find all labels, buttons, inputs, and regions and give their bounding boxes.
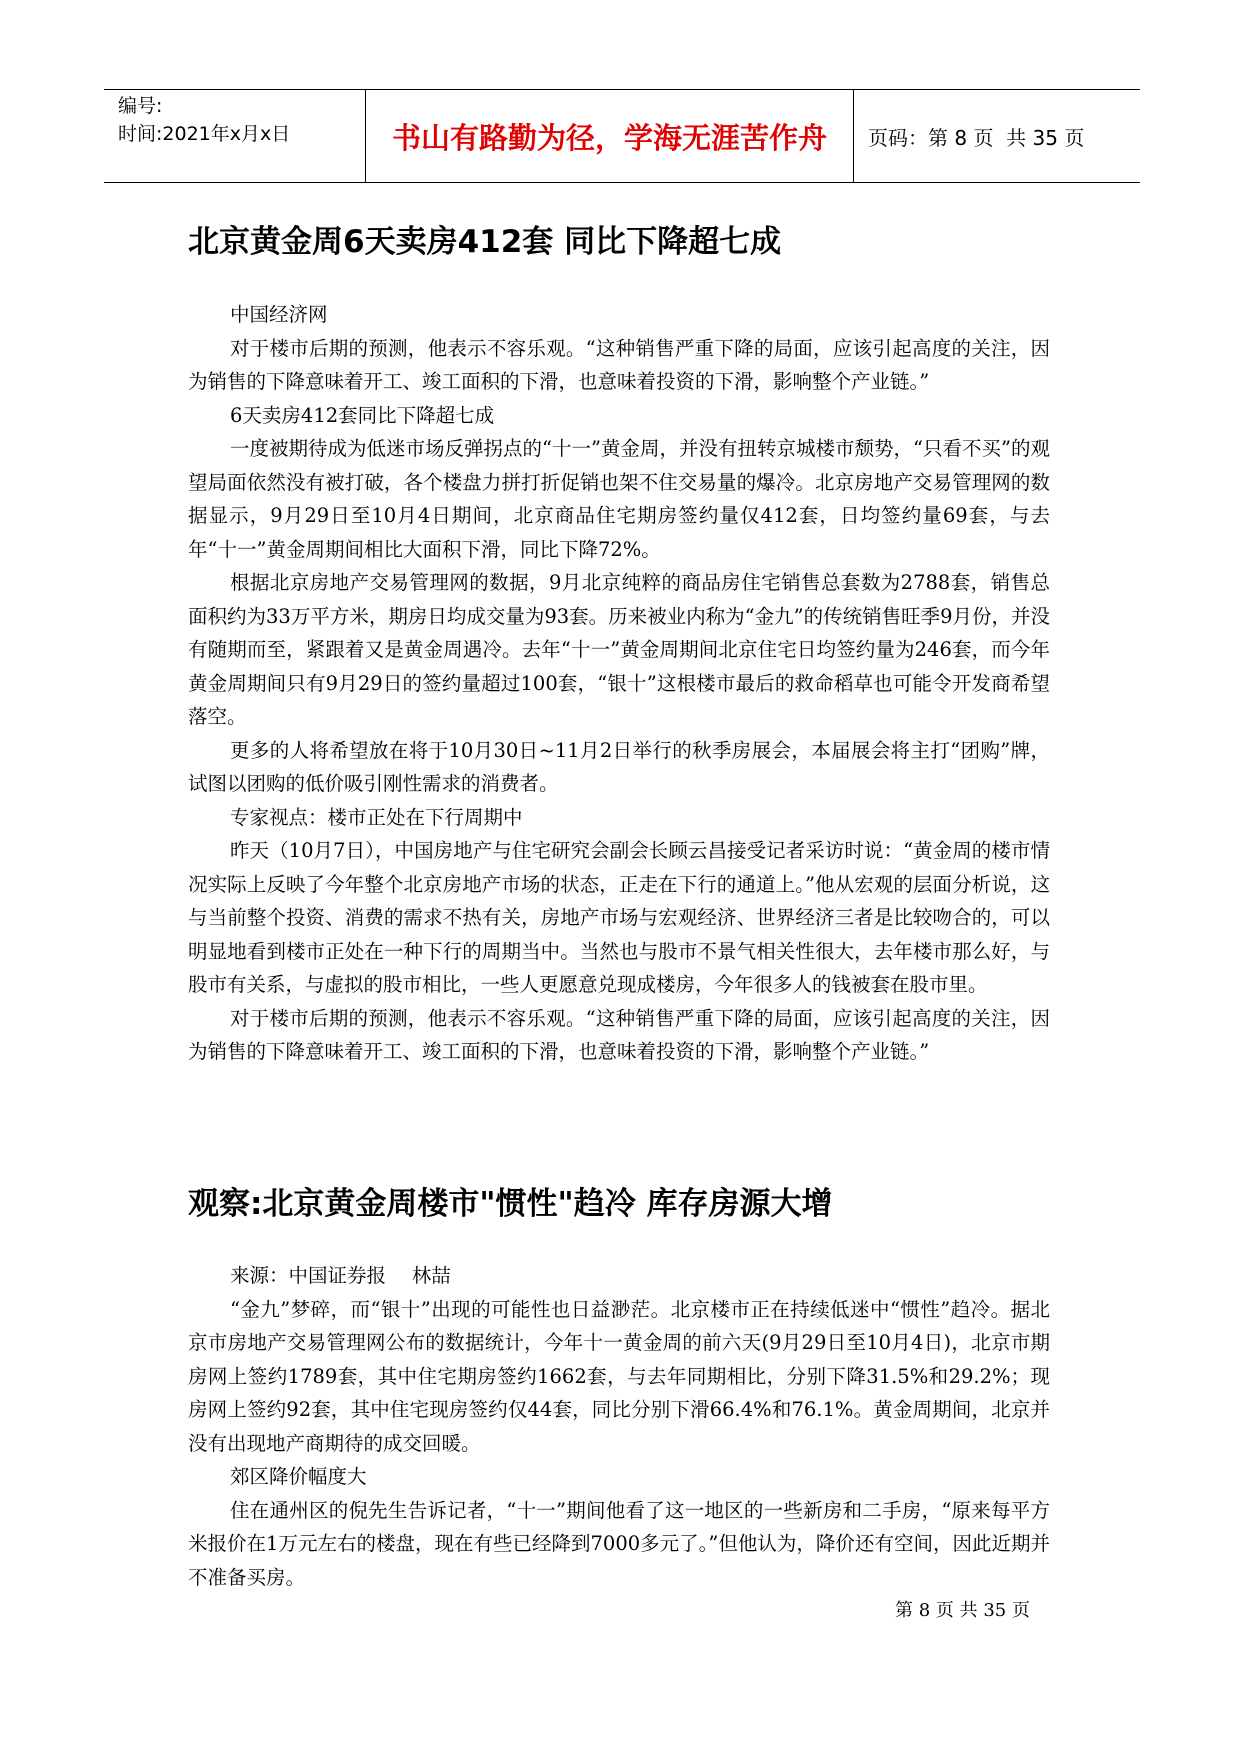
paragraph: 6天卖房412套同比下降超七成: [230, 403, 495, 427]
header-meta: [104, 90, 366, 182]
paragraph: 专家视点：楼市正处在下行周期中: [230, 805, 523, 829]
page-footer: 第 8 页 共 35 页: [895, 1600, 1030, 1621]
paragraph: 一度被期待成为低迷市场反弹拐点的“十一”黄金周，并没有扭转京城楼市颓势，“只看不买”的观望局面依然没有被打破，各个楼盘力拼打折促销也架不住交易量的爆冷。北京房地产交易管理网的数据显示，9月29日至10月4日期间，北京商品住宅期房签约量仅412套，日均签约量69套，与去年“十一”黄金周期间相比大面积下滑，同比下降72%。: [188, 437, 1050, 561]
number-label: 编号:: [118, 95, 163, 117]
paragraph: 对于楼市后期的预测，他表示不容乐观。“这种销售严重下降的局面，应该引起高度的关注，因为销售的下降意味着开工、竣工面积的下滑，也意味着投资的下滑，影响整个产业链。”: [188, 336, 1050, 393]
header-page-info: [854, 90, 1140, 182]
paragraph: 更多的人将希望放在将于10月30日~11月2日举行的秋季房展会，本届展会将主打“团购”牌，试图以团购的低价吸引刚性需求的消费者。: [188, 738, 1050, 795]
paragraph: 住在通州区的倪先生告诉记者，“十一”期间他看了这一地区的一些新房和二手房，“原来每平方米报价在1万元左右的楼盘，现在有些已经降到7000多元了。”但他认为，降价还有空间，因此近期并不准备买房。: [188, 1498, 1050, 1589]
article2-title: 观察:北京黄金周楼市"惯性"趋冷 库存房源大增: [188, 1186, 833, 1222]
article2-body: [188, 1259, 1050, 1594]
paragraph: 昨天（10月7日），中国房地产与住宅研究会副会长顾云昌接受记者采访时说：“黄金周的楼市情况实际上反映了今年整个北京房地产市场的状态，正走在下行的通道上。”他从宏观的层面分析说，这与当前整个投资、消费的需求不热有关，房地产市场与宏观经济、世界经济三者是比较吻合的，可以明显地看到楼市正处在一种下行的周期当中。当然也与股市不景气相关性很大，去年楼市那么好，与股市有关系，与虚拟的股市相比，一些人更愿意兑现成楼房，今年很多人的钱被套在股市里。: [188, 839, 1050, 996]
paragraph: “金九”梦碎，而“银十”出现的可能性也日益渺茫。北京楼市正在持续低迷中“惯性”趋冷。据北京市房地产交易管理网公布的数据统计，今年十一黄金周的前六天(9月29日至10月4日)，北京市期房网上签约1789套，其中住宅期房签约1662套，与去年同期相比，分别下降31.5%和29.2%；现房网上签约92套，其中住宅现房签约仅44套，同比分别下滑66.4%和76.1%。黄金周期间，北京并没有出现地产商期待的成交回暖。: [188, 1297, 1050, 1455]
paragraph: 根据北京房地产交易管理网的数据，9月北京纯粹的商品房住宅销售总套数为2788套，销售总面积约为33万平方米，期房日均成交量为93套。历来被业内称为“金九”的传统销售旺季9月份，并没有随期而至，紧跟着又是黄金周遇冷。去年“十一”黄金周期间北京住宅日均签约量为246套，而今年黄金周期间只有9月29日的签约量超过100套，“银十”这根楼市最后的救命稻草也可能令开发商希望落空。: [188, 571, 1050, 728]
paragraph: 来源：中国证券报 林喆: [230, 1264, 451, 1287]
article1-title: 北京黄金周6天卖房412套 同比下降超七成: [188, 224, 782, 260]
paragraph: 郊区降价幅度大: [230, 1465, 367, 1488]
article1-body: [188, 298, 1050, 1069]
paragraph: 对于楼市后期的预测，他表示不容乐观。“这种销售严重下降的局面，应该引起高度的关注，因为销售的下降意味着开工、竣工面积的下滑，也意味着投资的下滑，影响整个产业链。”: [188, 1006, 1050, 1063]
page-info-text: 页码：第 8 页 共 35 页: [868, 125, 1085, 150]
paragraph: 中国经济网: [230, 303, 328, 326]
header-motto: 书山有路勤为径，学海无涯苦作舟: [366, 90, 854, 182]
page-header: [104, 89, 1140, 183]
time-label: 时间:2021年x月x日: [118, 123, 291, 145]
